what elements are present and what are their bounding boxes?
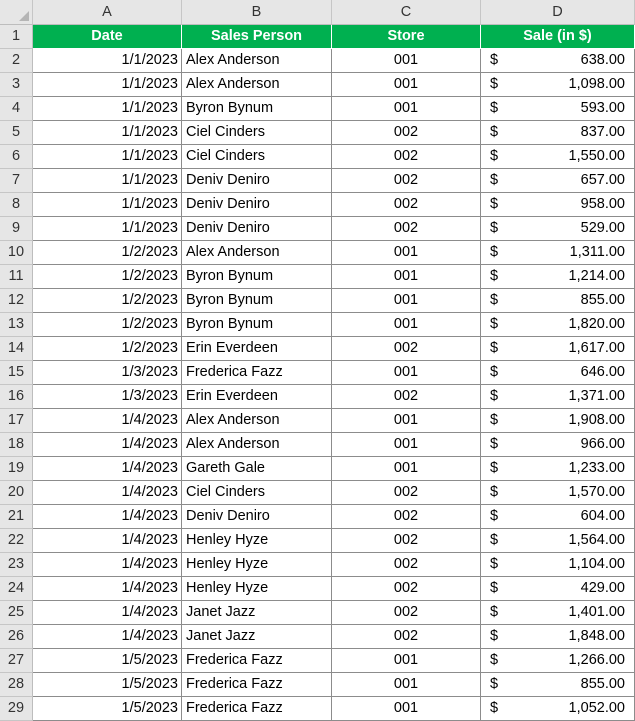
row-number[interactable]: 14 bbox=[0, 337, 33, 361]
sales-person-cell[interactable]: Byron Bynum bbox=[182, 265, 332, 289]
currency-symbol: $ bbox=[490, 316, 499, 332]
store-cell[interactable]: 002 bbox=[332, 553, 481, 577]
column-header-c[interactable]: C bbox=[332, 0, 481, 25]
sale-cell[interactable] bbox=[481, 433, 635, 457]
store-cell[interactable]: 001 bbox=[332, 313, 481, 337]
sale-cell[interactable] bbox=[481, 241, 635, 265]
table-row bbox=[0, 457, 635, 481]
sale-cell[interactable] bbox=[481, 361, 635, 385]
sale-cell[interactable] bbox=[481, 337, 635, 361]
currency-symbol: $ bbox=[490, 604, 499, 620]
currency-symbol: $ bbox=[490, 244, 499, 260]
sale-amount: 1,052.00 bbox=[568, 700, 625, 716]
date-cell[interactable]: 1/5/2023 bbox=[33, 697, 182, 721]
sale-amount: 1,266.00 bbox=[568, 652, 625, 668]
sale-cell[interactable] bbox=[481, 313, 635, 337]
date-cell[interactable]: 1/2/2023 bbox=[33, 289, 182, 313]
date-cell[interactable]: 1/3/2023 bbox=[33, 385, 182, 409]
table-row bbox=[0, 73, 635, 97]
row-number[interactable]: 12 bbox=[0, 289, 33, 313]
sale-cell[interactable] bbox=[481, 601, 635, 625]
currency-symbol: $ bbox=[490, 532, 499, 548]
table-row bbox=[0, 337, 635, 361]
store-cell[interactable]: 002 bbox=[332, 385, 481, 409]
table-row bbox=[0, 529, 635, 553]
currency-symbol: $ bbox=[490, 460, 499, 476]
date-cell[interactable]: 1/1/2023 bbox=[33, 49, 182, 73]
sales-person-cell[interactable]: Alex Anderson bbox=[182, 433, 332, 457]
sales-person-cell[interactable]: Byron Bynum bbox=[182, 313, 332, 337]
store-cell[interactable]: 001 bbox=[332, 433, 481, 457]
sale-cell[interactable] bbox=[481, 265, 635, 289]
sale-cell[interactable] bbox=[481, 121, 635, 145]
row-number[interactable]: 9 bbox=[0, 217, 33, 241]
table-row bbox=[0, 649, 635, 673]
sale-amount: 657.00 bbox=[580, 172, 625, 188]
sale-amount: 604.00 bbox=[580, 508, 625, 524]
row-number[interactable]: 15 bbox=[0, 361, 33, 385]
store-cell[interactable]: 002 bbox=[332, 169, 481, 193]
sale-cell[interactable] bbox=[481, 169, 635, 193]
sale-amount: 1,104.00 bbox=[568, 556, 625, 572]
sale-cell[interactable] bbox=[481, 697, 635, 721]
sales-person-cell[interactable]: Janet Jazz bbox=[182, 625, 332, 649]
currency-symbol: $ bbox=[490, 676, 499, 692]
sales-person-cell[interactable]: Alex Anderson bbox=[182, 73, 332, 97]
sale-cell[interactable] bbox=[481, 505, 635, 529]
sale-cell[interactable] bbox=[481, 649, 635, 673]
sale-amount: 1,550.00 bbox=[568, 148, 625, 164]
table-row bbox=[0, 385, 635, 409]
sale-amount: 1,570.00 bbox=[568, 484, 625, 500]
sale-amount: 855.00 bbox=[580, 292, 625, 308]
column-header-b[interactable]: B bbox=[182, 0, 332, 25]
row-number[interactable]: 2 bbox=[0, 49, 33, 73]
table-row bbox=[0, 697, 635, 721]
column-header-strip bbox=[0, 0, 635, 25]
currency-symbol: $ bbox=[490, 172, 499, 188]
row-number[interactable]: 25 bbox=[0, 601, 33, 625]
sales-person-cell[interactable]: Frederica Fazz bbox=[182, 673, 332, 697]
store-cell[interactable]: 002 bbox=[332, 337, 481, 361]
sale-amount: 1,564.00 bbox=[568, 532, 625, 548]
row-number[interactable]: 20 bbox=[0, 481, 33, 505]
header-cell-date[interactable]: Date bbox=[33, 25, 182, 49]
currency-symbol: $ bbox=[490, 340, 499, 356]
currency-symbol: $ bbox=[490, 652, 499, 668]
sales-person-cell[interactable]: Erin Everdeen bbox=[182, 337, 332, 361]
row-number[interactable]: 10 bbox=[0, 241, 33, 265]
table-row bbox=[0, 553, 635, 577]
row-number[interactable]: 16 bbox=[0, 385, 33, 409]
row-number[interactable]: 18 bbox=[0, 433, 33, 457]
date-cell[interactable]: 1/4/2023 bbox=[33, 481, 182, 505]
sale-amount: 429.00 bbox=[580, 580, 625, 596]
date-cell[interactable]: 1/4/2023 bbox=[33, 625, 182, 649]
currency-symbol: $ bbox=[490, 628, 499, 644]
table-row bbox=[0, 505, 635, 529]
date-cell[interactable]: 1/4/2023 bbox=[33, 457, 182, 481]
date-cell[interactable]: 1/2/2023 bbox=[33, 337, 182, 361]
sale-cell[interactable] bbox=[481, 97, 635, 121]
table-row bbox=[0, 673, 635, 697]
sale-cell[interactable] bbox=[481, 49, 635, 73]
sale-amount: 966.00 bbox=[580, 436, 625, 452]
currency-symbol: $ bbox=[490, 388, 499, 404]
sales-person-cell[interactable]: Byron Bynum bbox=[182, 97, 332, 121]
table-header-row bbox=[0, 25, 635, 49]
date-cell[interactable]: 1/3/2023 bbox=[33, 361, 182, 385]
store-cell[interactable]: 001 bbox=[332, 241, 481, 265]
currency-symbol: $ bbox=[490, 556, 499, 572]
sale-cell[interactable] bbox=[481, 289, 635, 313]
row-number[interactable]: 19 bbox=[0, 457, 33, 481]
store-cell[interactable]: 001 bbox=[332, 361, 481, 385]
table-row bbox=[0, 433, 635, 457]
sale-cell[interactable] bbox=[481, 625, 635, 649]
sale-amount: 1,848.00 bbox=[568, 628, 625, 644]
sale-amount: 1,371.00 bbox=[568, 388, 625, 404]
store-cell[interactable]: 001 bbox=[332, 457, 481, 481]
date-cell[interactable]: 1/5/2023 bbox=[33, 649, 182, 673]
store-cell[interactable]: 001 bbox=[332, 73, 481, 97]
sale-amount: 593.00 bbox=[580, 100, 625, 116]
row-number[interactable]: 8 bbox=[0, 193, 33, 217]
sales-person-cell[interactable]: Erin Everdeen bbox=[182, 385, 332, 409]
table-row bbox=[0, 193, 635, 217]
store-cell[interactable]: 001 bbox=[332, 409, 481, 433]
sales-person-cell[interactable]: Deniv Deniro bbox=[182, 193, 332, 217]
sales-person-cell[interactable]: Ciel Cinders bbox=[182, 121, 332, 145]
table-row bbox=[0, 481, 635, 505]
currency-symbol: $ bbox=[490, 124, 499, 140]
currency-symbol: $ bbox=[490, 292, 499, 308]
sales-person-cell[interactable]: Deniv Deniro bbox=[182, 169, 332, 193]
table-row bbox=[0, 625, 635, 649]
row-number[interactable]: 17 bbox=[0, 409, 33, 433]
header-cell-store[interactable]: Store bbox=[332, 25, 481, 49]
currency-symbol: $ bbox=[490, 148, 499, 164]
store-cell[interactable]: 002 bbox=[332, 481, 481, 505]
sales-person-cell[interactable]: Byron Bynum bbox=[182, 289, 332, 313]
currency-symbol: $ bbox=[490, 484, 499, 500]
row-number[interactable]: 24 bbox=[0, 577, 33, 601]
sale-amount: 646.00 bbox=[580, 364, 625, 380]
row-number[interactable]: 22 bbox=[0, 529, 33, 553]
sale-cell[interactable] bbox=[481, 217, 635, 241]
store-cell[interactable]: 002 bbox=[332, 217, 481, 241]
row-number[interactable]: 29 bbox=[0, 697, 33, 721]
sale-cell[interactable] bbox=[481, 673, 635, 697]
sale-amount: 958.00 bbox=[580, 196, 625, 212]
sales-person-cell[interactable]: Alex Anderson bbox=[182, 241, 332, 265]
sales-person-cell[interactable]: Gareth Gale bbox=[182, 457, 332, 481]
sales-person-cell[interactable]: Ciel Cinders bbox=[182, 145, 332, 169]
store-cell[interactable]: 002 bbox=[332, 145, 481, 169]
row-number[interactable]: 3 bbox=[0, 73, 33, 97]
sale-cell[interactable] bbox=[481, 73, 635, 97]
row-number[interactable]: 1 bbox=[0, 25, 33, 49]
table-row bbox=[0, 289, 635, 313]
sale-cell[interactable] bbox=[481, 409, 635, 433]
table-row bbox=[0, 241, 635, 265]
date-cell[interactable]: 1/2/2023 bbox=[33, 313, 182, 337]
table-row bbox=[0, 97, 635, 121]
table-row bbox=[0, 313, 635, 337]
store-cell[interactable]: 001 bbox=[332, 289, 481, 313]
store-cell[interactable]: 001 bbox=[332, 697, 481, 721]
sale-amount: 1,233.00 bbox=[568, 460, 625, 476]
date-cell[interactable]: 1/4/2023 bbox=[33, 529, 182, 553]
date-cell[interactable]: 1/4/2023 bbox=[33, 577, 182, 601]
date-cell[interactable]: 1/1/2023 bbox=[33, 217, 182, 241]
store-cell[interactable]: 002 bbox=[332, 577, 481, 601]
date-cell[interactable]: 1/4/2023 bbox=[33, 601, 182, 625]
row-number[interactable]: 21 bbox=[0, 505, 33, 529]
sales-person-cell[interactable]: Henley Hyze bbox=[182, 553, 332, 577]
store-cell[interactable]: 002 bbox=[332, 121, 481, 145]
sale-amount: 1,820.00 bbox=[568, 316, 625, 332]
column-header-d[interactable]: D bbox=[481, 0, 635, 25]
store-cell[interactable]: 001 bbox=[332, 265, 481, 289]
header-cell-sales-person[interactable]: Sales Person bbox=[182, 25, 332, 49]
table-row bbox=[0, 577, 635, 601]
sale-amount: 1,098.00 bbox=[568, 76, 625, 92]
currency-symbol: $ bbox=[490, 268, 499, 284]
table-row bbox=[0, 145, 635, 169]
table-row bbox=[0, 49, 635, 73]
row-number[interactable]: 7 bbox=[0, 169, 33, 193]
row-number[interactable]: 5 bbox=[0, 121, 33, 145]
table-row bbox=[0, 409, 635, 433]
sales-person-cell[interactable]: Deniv Deniro bbox=[182, 217, 332, 241]
header-cell-sale[interactable]: Sale (in $) bbox=[481, 25, 635, 49]
sales-person-cell[interactable]: Henley Hyze bbox=[182, 577, 332, 601]
date-cell[interactable]: 1/4/2023 bbox=[33, 433, 182, 457]
date-cell[interactable]: 1/5/2023 bbox=[33, 673, 182, 697]
sale-cell[interactable] bbox=[481, 385, 635, 409]
sales-person-cell[interactable]: Alex Anderson bbox=[182, 409, 332, 433]
currency-symbol: $ bbox=[490, 700, 499, 716]
store-cell[interactable]: 001 bbox=[332, 49, 481, 73]
store-cell[interactable]: 002 bbox=[332, 193, 481, 217]
currency-symbol: $ bbox=[490, 220, 499, 236]
column-header-a[interactable]: A bbox=[33, 0, 182, 25]
row-number[interactable]: 6 bbox=[0, 145, 33, 169]
store-cell[interactable]: 001 bbox=[332, 97, 481, 121]
date-cell[interactable]: 1/1/2023 bbox=[33, 193, 182, 217]
sales-person-cell[interactable]: Alex Anderson bbox=[182, 49, 332, 73]
date-cell[interactable]: 1/2/2023 bbox=[33, 241, 182, 265]
row-number[interactable]: 11 bbox=[0, 265, 33, 289]
sale-cell[interactable] bbox=[481, 193, 635, 217]
sale-cell[interactable] bbox=[481, 145, 635, 169]
currency-symbol: $ bbox=[490, 196, 499, 212]
store-cell[interactable]: 001 bbox=[332, 649, 481, 673]
sale-amount: 529.00 bbox=[580, 220, 625, 236]
sale-amount: 1,908.00 bbox=[568, 412, 625, 428]
row-number[interactable]: 26 bbox=[0, 625, 33, 649]
row-number[interactable]: 4 bbox=[0, 97, 33, 121]
row-number[interactable]: 23 bbox=[0, 553, 33, 577]
sale-cell[interactable] bbox=[481, 457, 635, 481]
table-row bbox=[0, 265, 635, 289]
table-row bbox=[0, 169, 635, 193]
table-row bbox=[0, 601, 635, 625]
store-cell[interactable]: 002 bbox=[332, 529, 481, 553]
sale-cell[interactable] bbox=[481, 529, 635, 553]
currency-symbol: $ bbox=[490, 508, 499, 524]
date-cell[interactable]: 1/1/2023 bbox=[33, 73, 182, 97]
sale-amount: 1,617.00 bbox=[568, 340, 625, 356]
sales-person-cell[interactable]: Deniv Deniro bbox=[182, 505, 332, 529]
sales-person-cell[interactable]: Frederica Fazz bbox=[182, 697, 332, 721]
currency-symbol: $ bbox=[490, 52, 499, 68]
store-cell[interactable]: 002 bbox=[332, 601, 481, 625]
sale-cell[interactable] bbox=[481, 553, 635, 577]
sales-person-cell[interactable]: Ciel Cinders bbox=[182, 481, 332, 505]
sale-amount: 1,311.00 bbox=[569, 244, 625, 260]
date-cell[interactable]: 1/4/2023 bbox=[33, 505, 182, 529]
sale-amount: 855.00 bbox=[580, 676, 625, 692]
row-number[interactable]: 27 bbox=[0, 649, 33, 673]
date-cell[interactable]: 1/1/2023 bbox=[33, 121, 182, 145]
currency-symbol: $ bbox=[490, 436, 499, 452]
date-cell[interactable]: 1/1/2023 bbox=[33, 145, 182, 169]
sale-cell[interactable] bbox=[481, 577, 635, 601]
store-cell[interactable]: 002 bbox=[332, 505, 481, 529]
currency-symbol: $ bbox=[490, 364, 499, 380]
store-cell[interactable]: 002 bbox=[332, 625, 481, 649]
select-all-triangle-icon bbox=[19, 11, 29, 21]
row-number[interactable]: 28 bbox=[0, 673, 33, 697]
date-cell[interactable]: 1/1/2023 bbox=[33, 97, 182, 121]
store-cell[interactable]: 001 bbox=[332, 673, 481, 697]
sale-amount: 1,401.00 bbox=[568, 604, 625, 620]
sale-amount: 638.00 bbox=[580, 52, 625, 68]
table-row bbox=[0, 217, 635, 241]
currency-symbol: $ bbox=[490, 76, 499, 92]
sales-person-cell[interactable]: Frederica Fazz bbox=[182, 361, 332, 385]
row-number[interactable]: 13 bbox=[0, 313, 33, 337]
sales-person-cell[interactable]: Frederica Fazz bbox=[182, 649, 332, 673]
sale-amount: 1,214.00 bbox=[568, 268, 625, 284]
sales-person-cell[interactable]: Henley Hyze bbox=[182, 529, 332, 553]
sale-amount: 837.00 bbox=[580, 124, 625, 140]
date-cell[interactable]: 1/4/2023 bbox=[33, 409, 182, 433]
currency-symbol: $ bbox=[490, 100, 499, 116]
table-row bbox=[0, 121, 635, 145]
select-all-corner[interactable] bbox=[0, 0, 33, 25]
currency-symbol: $ bbox=[490, 580, 499, 596]
table-row bbox=[0, 361, 635, 385]
currency-symbol: $ bbox=[490, 412, 499, 428]
sales-person-cell[interactable]: Janet Jazz bbox=[182, 601, 332, 625]
date-cell[interactable]: 1/4/2023 bbox=[33, 553, 182, 577]
date-cell[interactable]: 1/2/2023 bbox=[33, 265, 182, 289]
sale-cell[interactable] bbox=[481, 481, 635, 505]
date-cell[interactable]: 1/1/2023 bbox=[33, 169, 182, 193]
table-body bbox=[0, 49, 635, 721]
